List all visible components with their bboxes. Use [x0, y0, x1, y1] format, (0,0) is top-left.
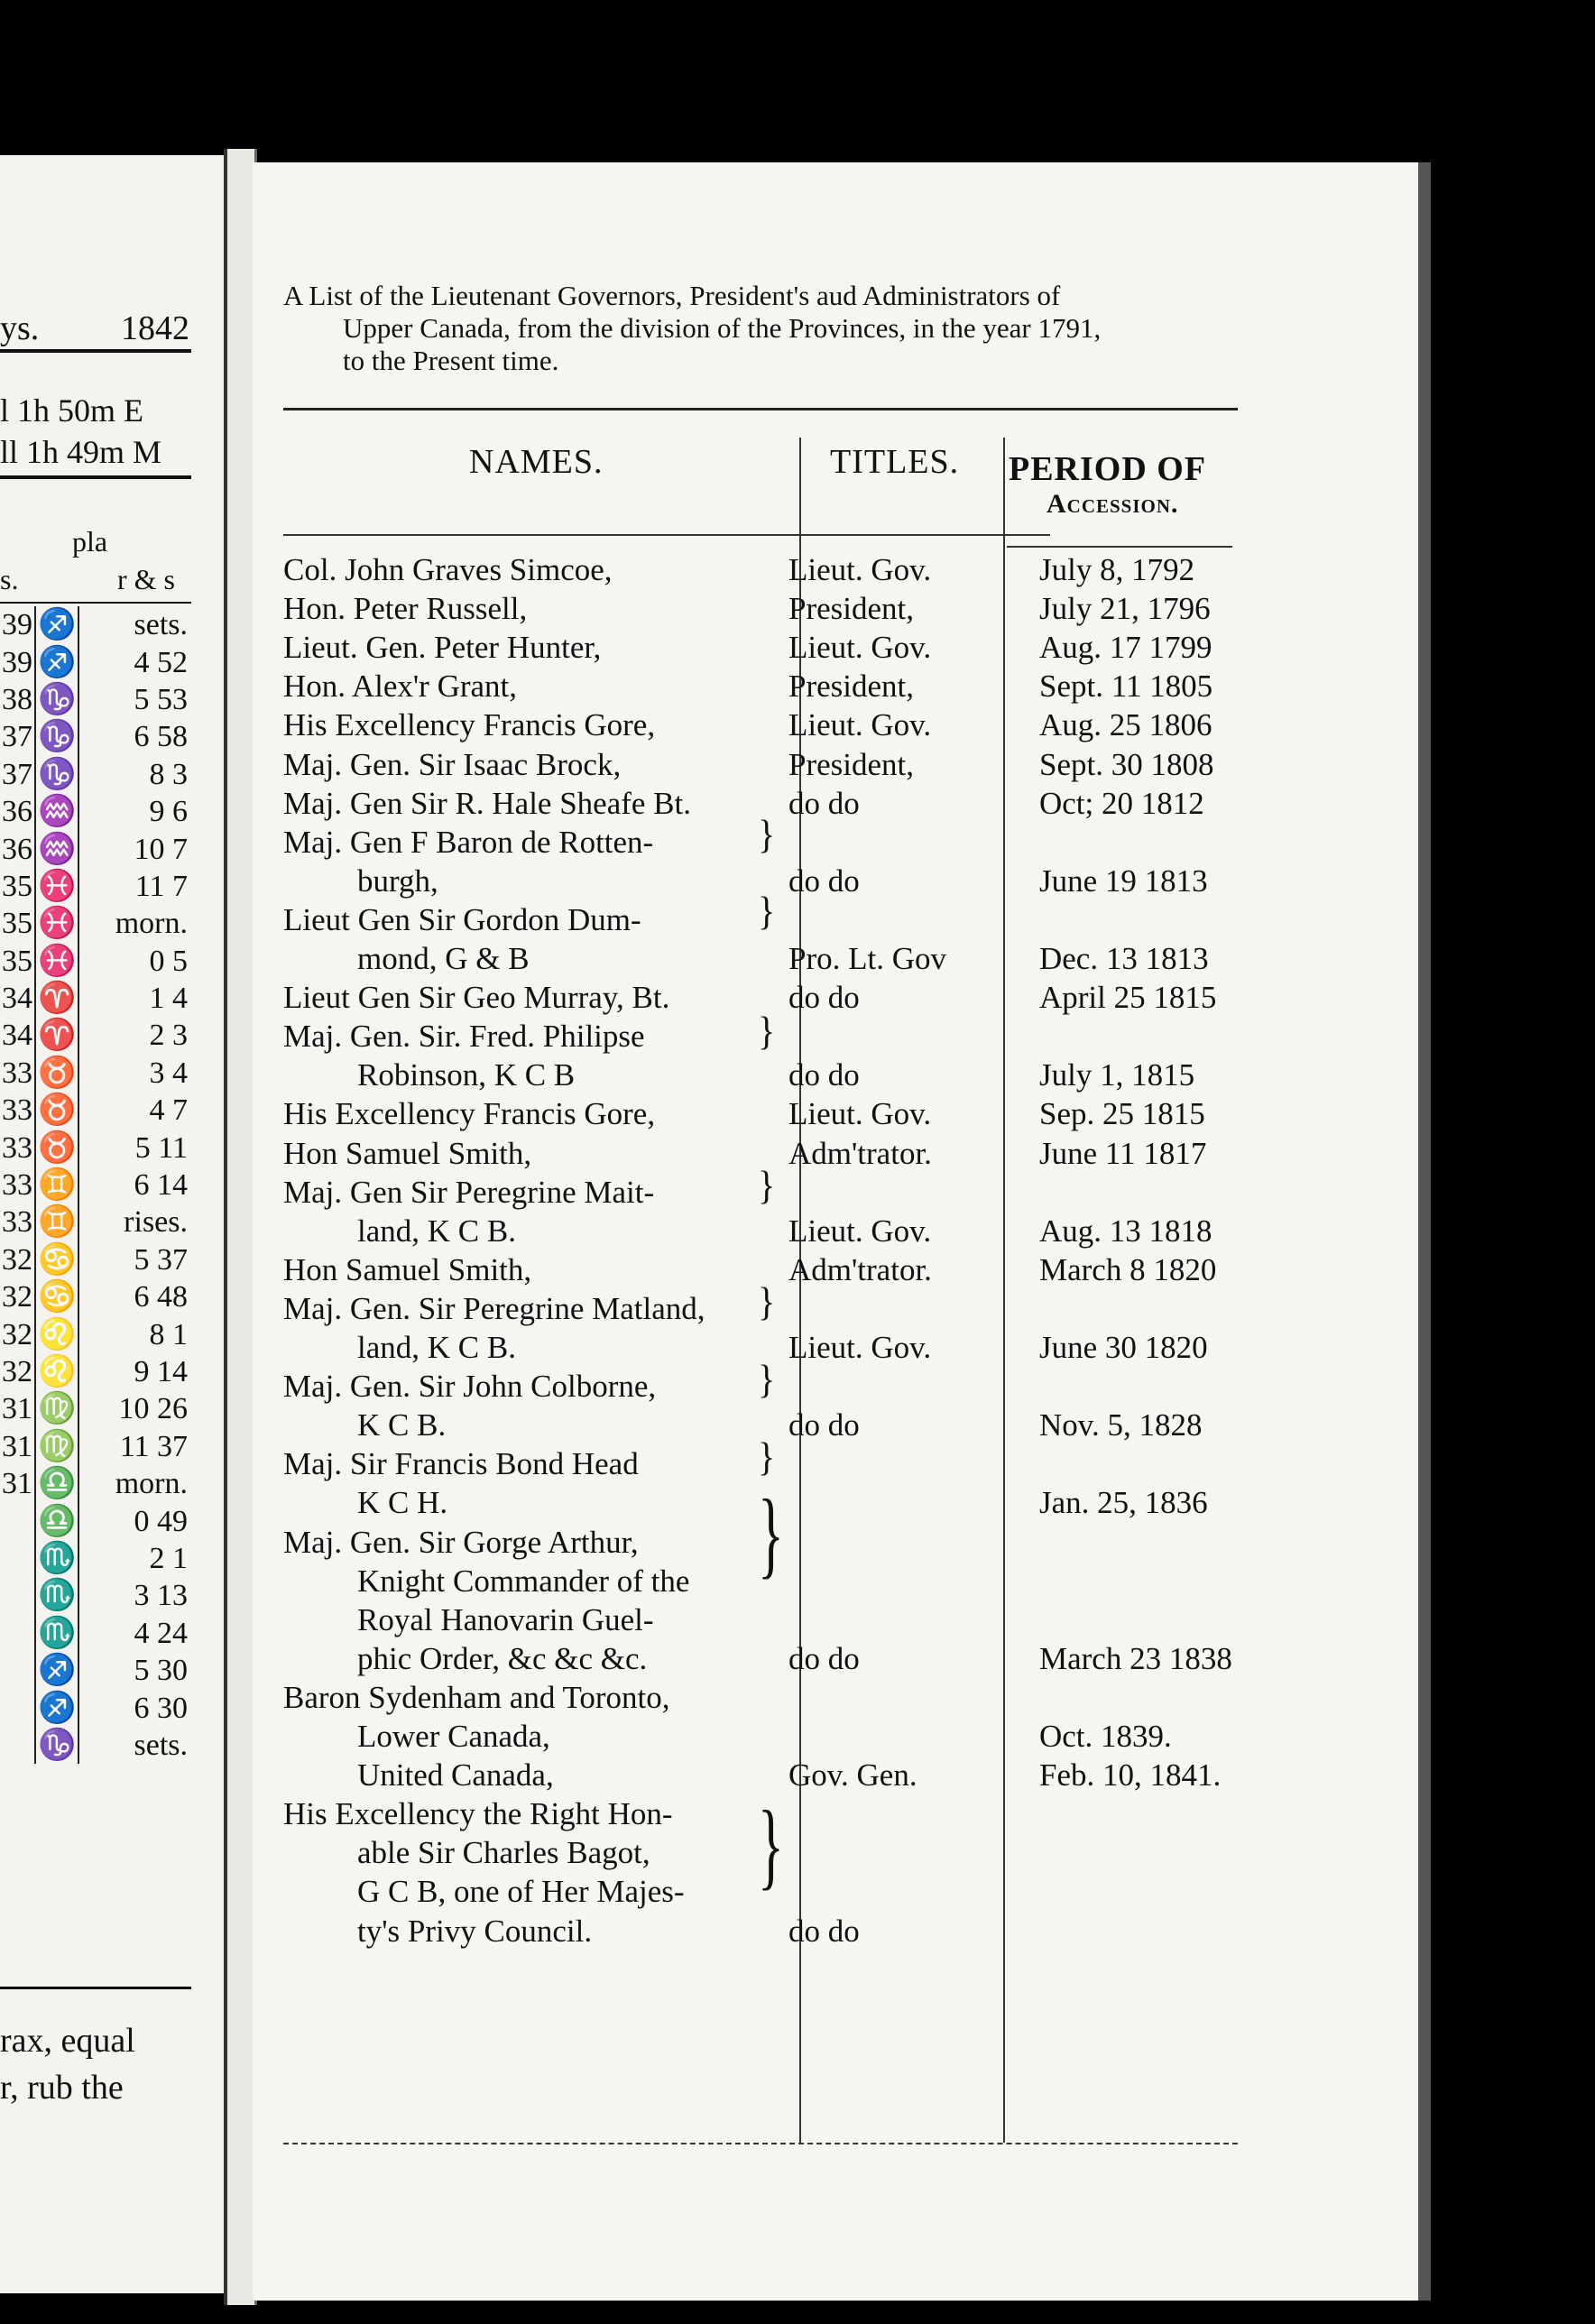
title-line-3: to the Present time.	[343, 345, 559, 376]
left-table-cell: 36	[0, 830, 35, 867]
left-table-cell: ♐	[35, 1689, 78, 1726]
left-table-cell: ♍	[35, 1428, 78, 1465]
left-line-1: l 1h 50m E	[0, 392, 143, 429]
governor-name: ty's Privy Council.	[357, 1913, 593, 1949]
left-table-row	[0, 1465, 189, 1502]
brace: }	[758, 1480, 784, 1588]
governor-period: April 25 1815	[1039, 980, 1217, 1016]
governor-period: Aug. 25 1806	[1039, 707, 1212, 743]
left-foot-1: rax, equal	[0, 2022, 135, 2060]
left-foot-2: r, rub the	[0, 2069, 124, 2107]
governor-title: do do	[788, 1640, 860, 1676]
governor-name: Maj. Gen. Sir. Fred. Philipse	[283, 1019, 645, 1055]
left-table-cell	[0, 1577, 35, 1614]
governor-period: July 21, 1796	[1039, 591, 1211, 627]
left-table-row	[0, 1167, 189, 1204]
left-table-cell: ♓	[35, 868, 78, 905]
left-table-cell: 0 5	[149, 944, 188, 978]
left-table-cell	[0, 1727, 35, 1764]
left-table-row	[0, 1577, 189, 1614]
brace: }	[758, 888, 776, 934]
left-table-cell: 3 4	[149, 1056, 188, 1090]
left-rule	[0, 602, 191, 604]
governor-row	[283, 1212, 1238, 1250]
left-table-cell: ♎	[35, 1502, 78, 1539]
governor-name: Hon. Peter Russell,	[283, 591, 528, 627]
left-table-cell: 4 24	[134, 1616, 188, 1650]
governor-name: Col. John Graves Simcoe,	[283, 552, 613, 587]
governor-name: Lower Canada,	[357, 1719, 550, 1754]
left-table-cell: 5 53	[134, 682, 188, 716]
left-table-cell: 34	[0, 1017, 35, 1054]
left-table-cell: ♈	[35, 980, 78, 1017]
left-table-row	[0, 1428, 189, 1465]
left-header-text: ys.	[0, 309, 40, 347]
left-table-cell: 4 7	[149, 1093, 188, 1128]
left-table-cell: 2 3	[149, 1019, 188, 1053]
governor-name: Lieut Gen Sir Gordon Dum-	[283, 901, 641, 937]
governor-period: June 30 1820	[1039, 1330, 1208, 1365]
left-table-cell: ♓	[35, 943, 78, 980]
left-table-cell: 35	[0, 868, 35, 905]
governor-period: Nov. 5, 1828	[1039, 1407, 1203, 1443]
left-table-cell: ♉	[35, 1055, 78, 1092]
left-table-cell: 10 26	[118, 1392, 188, 1426]
left-table-row	[0, 1502, 189, 1539]
governor-title: do do	[788, 1057, 860, 1093]
left-table-row	[0, 905, 189, 942]
governor-name: land, K C B.	[357, 1330, 516, 1365]
governor-period: March 8 1820	[1039, 1251, 1217, 1287]
governor-period: Dec. 13 1813	[1039, 941, 1209, 976]
governor-period: Feb. 10, 1841.	[1039, 1757, 1222, 1794]
left-table-cell: morn.	[115, 907, 188, 941]
left-table-cell: ♉	[35, 1129, 78, 1166]
governor-name: His Excellency the Right Hon-	[283, 1796, 673, 1832]
left-table-row	[0, 1615, 189, 1652]
governor-row	[283, 1717, 1238, 1756]
left-table-row	[0, 1278, 189, 1315]
governor-row	[283, 1912, 1238, 1950]
left-table-cell: 33	[0, 1204, 35, 1240]
governor-name: phic Order, &c &c &c.	[357, 1640, 648, 1676]
governor-name: Royal Hanovarin Guel-	[357, 1601, 654, 1637]
left-table-cell: 6 14	[134, 1168, 188, 1203]
left-table-cell: rises.	[124, 1205, 188, 1240]
left-table-cell: 32	[0, 1278, 35, 1315]
governor-name: Maj. Gen Sir R. Hale Sheafe Bt.	[283, 785, 691, 821]
left-table-cell: ♐	[35, 643, 78, 680]
governor-period: Oct; 20 1812	[1039, 785, 1204, 821]
governor-period: Sept. 30 1808	[1039, 746, 1214, 782]
left-table-row	[0, 1315, 189, 1352]
left-header-year: 1842	[121, 309, 189, 347]
governor-name: Lieut Gen Sir Geo Murray, Bt.	[283, 980, 670, 1016]
governor-row	[283, 745, 1238, 784]
left-table-row	[0, 793, 189, 830]
governor-title: Lieut. Gov.	[788, 1096, 932, 1132]
governor-name: K C B.	[357, 1407, 447, 1443]
left-table-cell: sets.	[134, 608, 188, 642]
governor-title: Adm'trator.	[788, 1251, 932, 1287]
governor-period: Jan. 25, 1836	[1039, 1485, 1208, 1521]
left-table-cell: ♑	[35, 1727, 78, 1764]
governor-name: Knight Commander of the	[357, 1563, 690, 1599]
left-table-cell: ♊	[35, 1204, 78, 1240]
left-table-cell: 2 1	[149, 1541, 188, 1575]
governor-name: United Canada,	[357, 1757, 554, 1794]
left-table-cell: 1 4	[149, 982, 188, 1016]
page-edge	[1418, 162, 1431, 2301]
left-table-cell: 32	[0, 1315, 35, 1352]
left-table-row	[0, 1727, 189, 1764]
governor-period: Sept. 11 1805	[1039, 669, 1213, 705]
governor-name: Maj. Sir Francis Bond Head	[283, 1446, 639, 1482]
accession-header: Accession.	[1046, 489, 1179, 519]
left-table-cell: 31	[0, 1390, 35, 1427]
left-table-cell	[0, 1689, 35, 1726]
left-table-cell: ♎	[35, 1465, 78, 1502]
left-table-cell: ♒	[35, 793, 78, 830]
left-table-cell: 31	[0, 1465, 35, 1502]
left-table-row	[0, 1241, 189, 1278]
governor-name: Maj. Gen Sir Peregrine Mait-	[283, 1174, 655, 1210]
governor-name: Maj. Gen F Baron de Rotten-	[283, 824, 654, 860]
header-underline	[1007, 546, 1232, 548]
left-table-cell: morn.	[115, 1467, 188, 1501]
left-table-cell: ♒	[35, 830, 78, 867]
left-table-row	[0, 606, 189, 643]
governor-row	[283, 667, 1238, 706]
left-table-cell: 39	[0, 643, 35, 680]
governor-title: do do	[788, 980, 860, 1016]
left-table-row	[0, 1055, 189, 1092]
governor-name: Maj. Gen. Sir John Colborne,	[283, 1369, 657, 1405]
governor-title: Lieut. Gov.	[788, 707, 932, 743]
left-page	[0, 155, 224, 2293]
governor-title: Lieut. Gov.	[788, 552, 932, 587]
governor-title: Gov. Gen.	[788, 1757, 917, 1794]
governor-period: June 11 1817	[1039, 1135, 1207, 1171]
governor-period: Aug. 17 1799	[1039, 630, 1212, 666]
left-table-cell: ♉	[35, 1092, 78, 1129]
left-table-row	[0, 1689, 189, 1726]
left-table-cell: ♑	[35, 681, 78, 718]
left-table-cell: 36	[0, 793, 35, 830]
left-table-row	[0, 1390, 189, 1427]
right-page	[253, 162, 1418, 2301]
left-table-row	[0, 868, 189, 905]
governor-name: G C B, one of Her Majes-	[357, 1874, 685, 1910]
left-table-row	[0, 643, 189, 680]
left-table-row	[0, 756, 189, 793]
governor-name: Maj. Gen. Sir Peregrine Matland,	[283, 1290, 705, 1326]
left-table-cell: 35	[0, 943, 35, 980]
names-header: NAMES.	[469, 443, 604, 481]
left-table-row	[0, 1017, 189, 1054]
left-table-row	[0, 1540, 189, 1577]
governor-title: President,	[788, 591, 915, 627]
governor-name: Robinson, K C B	[357, 1057, 576, 1093]
left-table-cell: ♋	[35, 1278, 78, 1315]
brace: }	[758, 1791, 784, 1899]
left-table-cell: ♓	[35, 905, 78, 942]
left-table-cell: 32	[0, 1353, 35, 1390]
governor-name: Lieut. Gen. Peter Hunter,	[283, 630, 602, 666]
left-table-cell: ♐	[35, 606, 78, 643]
left-table-cell	[0, 1652, 35, 1689]
left-table-cell: ♌	[35, 1353, 78, 1390]
left-table-cell: 39	[0, 606, 35, 643]
governor-title: President,	[788, 669, 915, 705]
governor-name: His Excellency Francis Gore,	[283, 707, 656, 743]
left-rule	[0, 349, 191, 353]
left-table-cell: 10 7	[134, 832, 188, 866]
left-table-cell: 33	[0, 1055, 35, 1092]
governor-row	[283, 1639, 1238, 1678]
governor-row	[283, 1600, 1238, 1639]
left-table-cell: 9 14	[134, 1355, 188, 1388]
left-table-cell: 6 58	[134, 720, 188, 754]
list-title	[283, 280, 1258, 377]
left-table-row	[0, 1092, 189, 1129]
left-table-row	[0, 830, 189, 867]
left-table-cell: ♐	[35, 1652, 78, 1689]
left-table-cell: 5 30	[134, 1654, 188, 1688]
governor-title: do do	[788, 1913, 860, 1949]
governor-name: burgh,	[357, 862, 438, 899]
left-table-row	[0, 718, 189, 755]
left-col-head: s.	[0, 563, 19, 595]
governor-name: K C H.	[357, 1485, 448, 1521]
governor-row	[283, 1056, 1238, 1094]
brace: }	[758, 1356, 776, 1402]
left-table-cell: 33	[0, 1129, 35, 1166]
left-table-cell: ♏	[35, 1540, 78, 1577]
left-table-cell: ♑	[35, 756, 78, 793]
left-table-cell: ♏	[35, 1577, 78, 1614]
governor-title: Lieut. Gov.	[788, 1213, 932, 1249]
governor-name: His Excellency Francis Gore,	[283, 1096, 656, 1132]
governor-name: Maj. Gen. Sir Gorge Arthur,	[283, 1524, 639, 1560]
title-line-1: A List of the Lieutenant Governors, President's aud Administrators of	[283, 280, 1061, 311]
governor-row	[283, 1094, 1238, 1133]
left-table-cell: 33	[0, 1092, 35, 1129]
left-table-cell: ♊	[35, 1167, 78, 1204]
brace: }	[758, 1434, 776, 1480]
titles-header: TITLES.	[830, 443, 960, 481]
left-col-head: pla	[72, 525, 108, 558]
left-table-cell: 37	[0, 718, 35, 755]
governor-name: Hon Samuel Smith,	[283, 1135, 532, 1171]
left-table-row	[0, 1353, 189, 1390]
governor-row	[283, 628, 1238, 667]
governor-title: Lieut. Gov.	[788, 1330, 932, 1365]
governor-row	[283, 706, 1238, 744]
governor-name: land, K C B.	[357, 1213, 516, 1249]
left-col-head: r & s	[117, 563, 175, 595]
brace: }	[758, 1008, 776, 1054]
left-table-row	[0, 980, 189, 1017]
left-table-cell: ♍	[35, 1390, 78, 1427]
governor-title: do do	[788, 785, 860, 821]
governor-row	[283, 1756, 1238, 1794]
left-table-cell: ♏	[35, 1615, 78, 1652]
governor-period: June 19 1813	[1039, 862, 1208, 899]
left-table-cell	[0, 1540, 35, 1577]
left-table-row	[0, 681, 189, 718]
left-table-cell: 9 6	[149, 795, 188, 829]
governor-name: mond, G & B	[357, 941, 530, 976]
left-line-2: ll 1h 49m M	[0, 434, 162, 470]
governor-name: Hon. Alex'r Grant,	[283, 669, 518, 705]
brace: }	[758, 1278, 776, 1324]
governor-row	[283, 589, 1238, 628]
left-table-cell	[0, 1502, 35, 1539]
governor-period: Aug. 13 1818	[1039, 1213, 1212, 1249]
left-table-cell: sets.	[134, 1728, 188, 1762]
governor-period: March 23 1838	[1039, 1640, 1232, 1676]
governor-title: President,	[788, 746, 915, 782]
left-table-cell: 32	[0, 1241, 35, 1278]
left-table-cell: 35	[0, 905, 35, 942]
governor-period: July 8, 1792	[1039, 552, 1195, 587]
left-table-cell: ♋	[35, 1241, 78, 1278]
governor-period: Sep. 25 1815	[1039, 1096, 1205, 1132]
left-table-cell: 3 13	[134, 1579, 188, 1613]
left-table-cell: 11 37	[119, 1429, 188, 1463]
governor-title: Adm'trator.	[788, 1135, 932, 1171]
left-table-cell: 6 30	[134, 1691, 188, 1725]
footer-rule	[283, 2143, 1238, 2144]
left-table-cell: ♑	[35, 718, 78, 755]
left-table-cell: 8 1	[149, 1317, 188, 1351]
left-table-cell: 38	[0, 681, 35, 718]
brace: }	[758, 1162, 776, 1208]
governor-name: able Sir Charles Bagot,	[357, 1835, 650, 1871]
governor-period: July 1, 1815	[1039, 1057, 1195, 1093]
governor-name: Maj. Gen. Sir Isaac Brock,	[283, 746, 622, 782]
governor-title: do do	[788, 862, 860, 899]
header-rule	[283, 408, 1238, 410]
left-table-cell: 31	[0, 1428, 35, 1465]
governor-row	[283, 939, 1238, 978]
left-table-cell: 37	[0, 756, 35, 793]
left-table-cell: ♌	[35, 1315, 78, 1352]
left-table-cell: 33	[0, 1167, 35, 1204]
governor-row	[283, 1678, 1238, 1717]
left-table-cell	[0, 1615, 35, 1652]
governor-title: Pro. Lt. Gov	[788, 941, 946, 976]
left-table-cell: 0 49	[134, 1504, 188, 1538]
left-table-row	[0, 1129, 189, 1166]
left-rule	[0, 1987, 191, 1989]
left-ephemeris-table	[0, 606, 189, 1764]
left-table-cell: 11 7	[134, 869, 188, 903]
left-table-cell: ♈	[35, 1017, 78, 1054]
left-table-row	[0, 1204, 189, 1240]
governor-period: Oct. 1839.	[1039, 1719, 1172, 1754]
governor-title: do do	[788, 1407, 860, 1443]
governor-title: Lieut. Gov.	[788, 630, 932, 666]
period-header: PERIOD OF	[1009, 450, 1207, 488]
left-table-row	[0, 943, 189, 980]
governor-name: Baron Sydenham and Toronto,	[283, 1679, 670, 1715]
left-table-cell: 4 52	[134, 645, 188, 679]
left-table-row	[0, 1652, 189, 1689]
governor-name: Hon Samuel Smith,	[283, 1251, 532, 1287]
left-table-cell: 34	[0, 980, 35, 1017]
left-table-cell: 5 11	[134, 1130, 188, 1165]
header-underline	[283, 534, 1050, 536]
left-rule	[0, 475, 191, 479]
governor-row	[283, 550, 1238, 589]
left-table-cell: 8 3	[149, 757, 188, 791]
left-table-cell: 5 37	[134, 1242, 188, 1277]
brace: }	[758, 811, 776, 857]
left-table-cell: 6 48	[134, 1280, 188, 1314]
title-line-2: Upper Canada, from the division of the Provinces, in the year 1791,	[343, 312, 1102, 344]
